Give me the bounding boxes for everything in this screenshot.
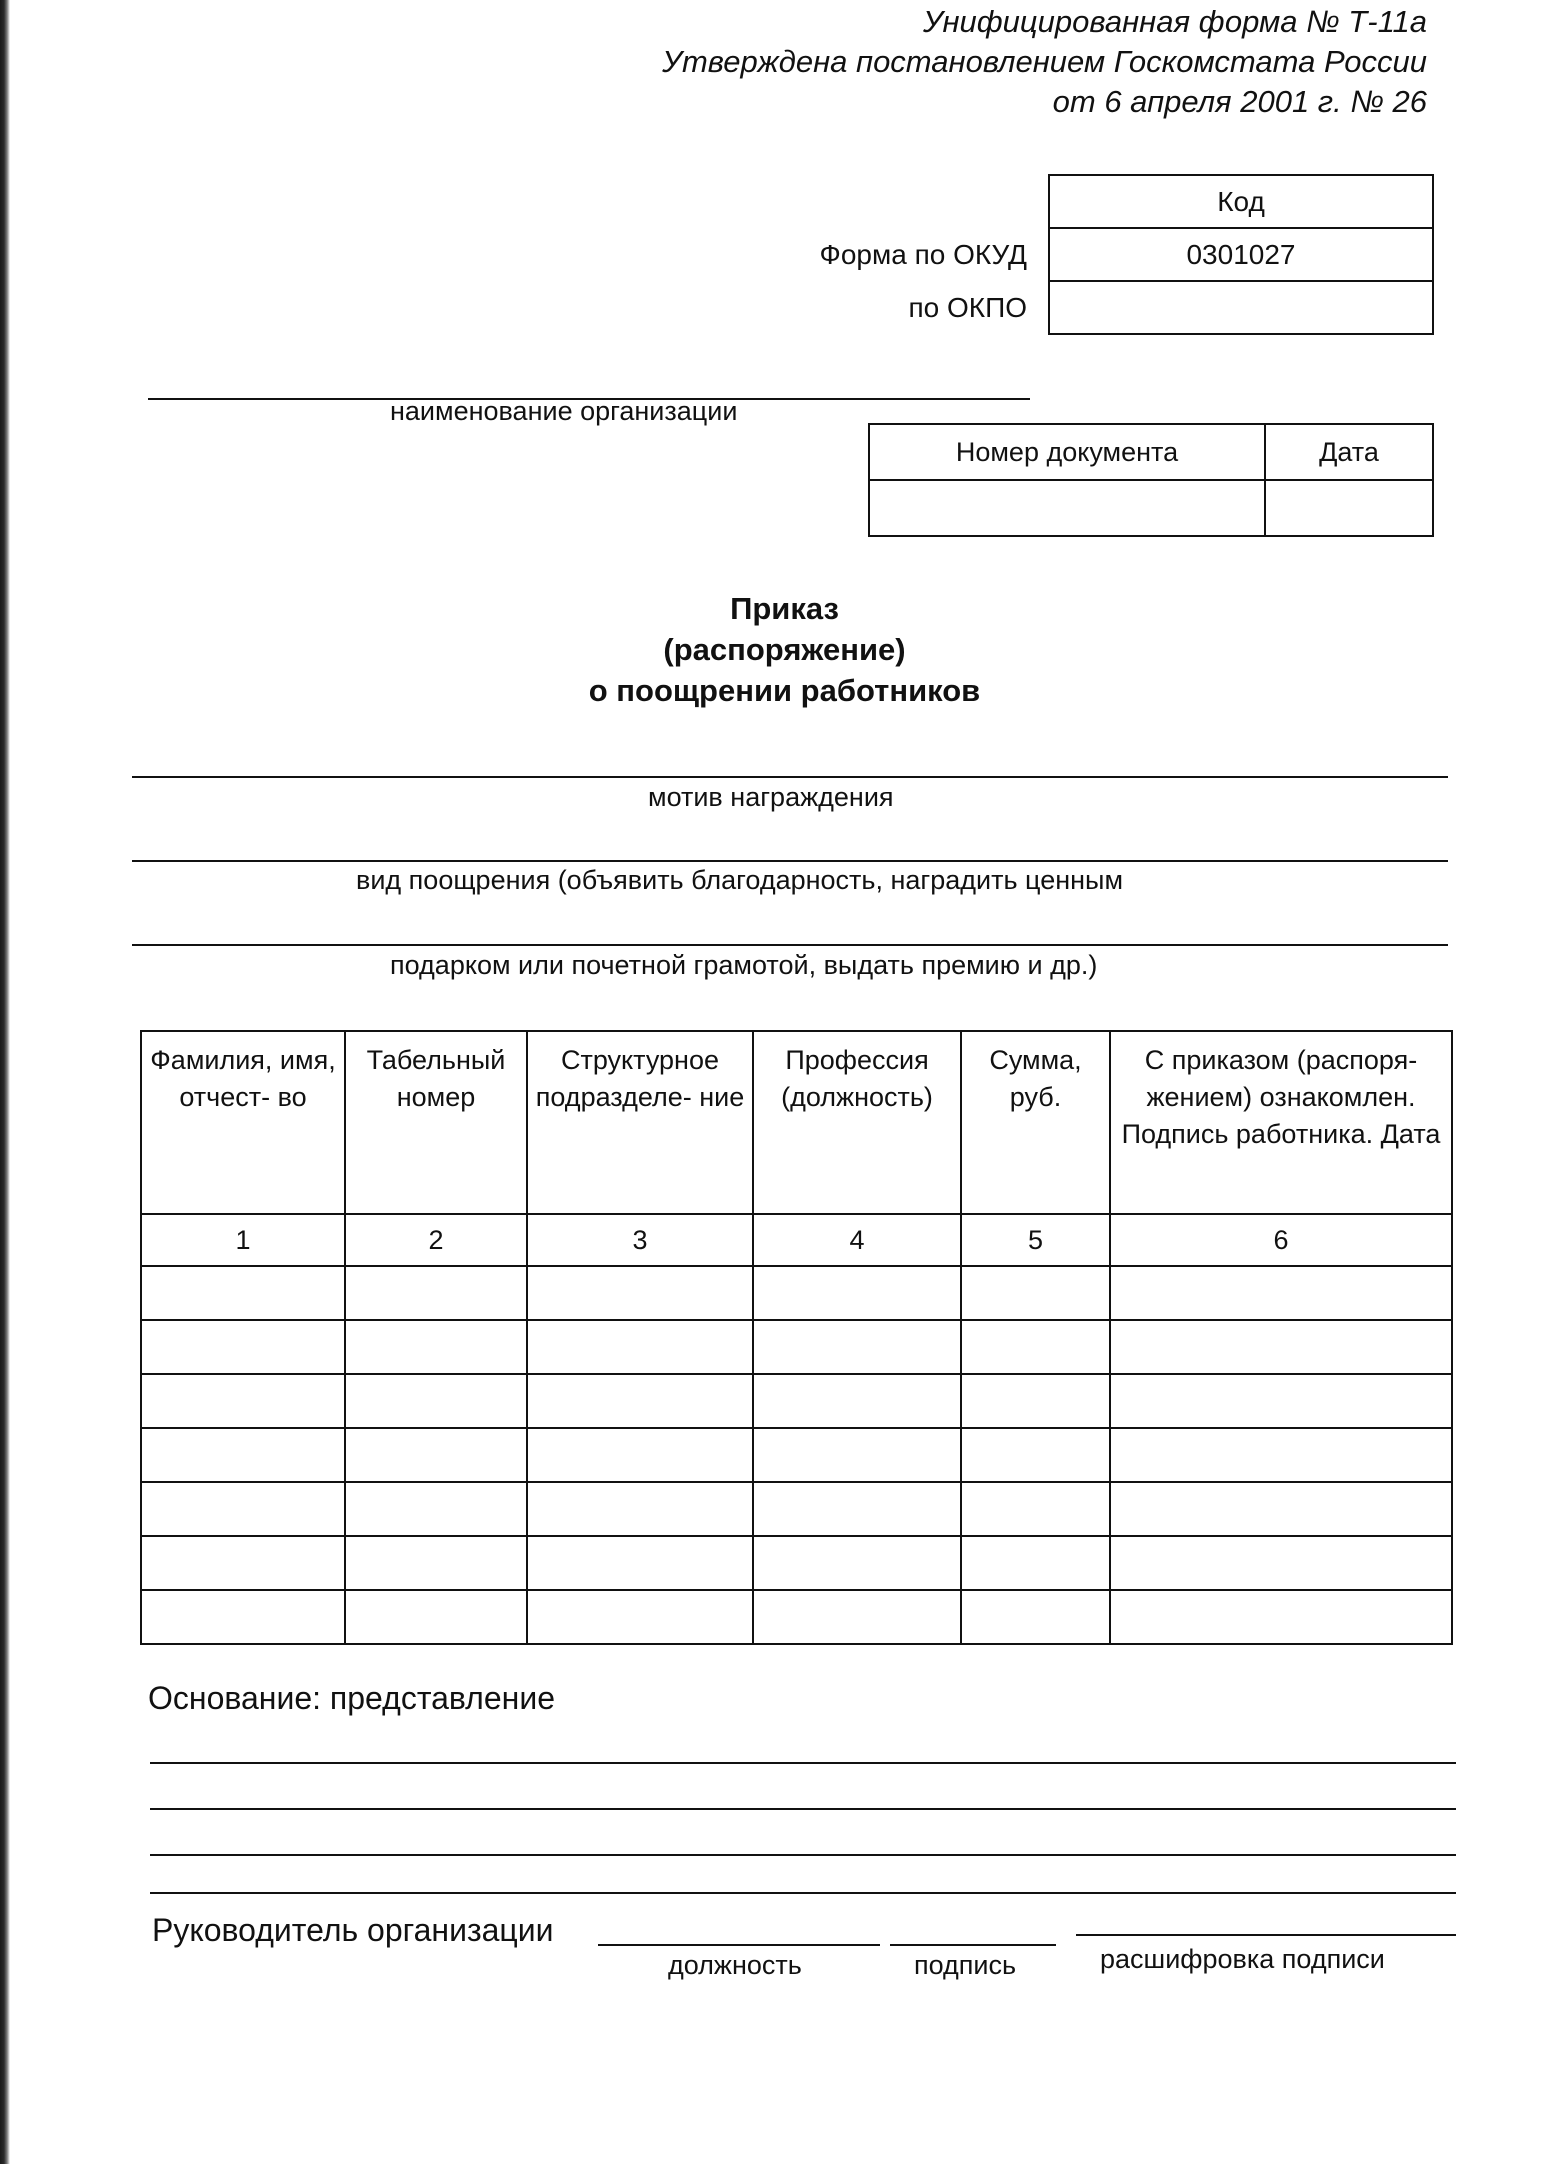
- table-cell[interactable]: [345, 1374, 527, 1428]
- table-row: [141, 1374, 1452, 1428]
- document-date-header: Дата: [1265, 424, 1433, 480]
- basis-line-2[interactable]: [150, 1808, 1456, 1810]
- table-cell[interactable]: [141, 1590, 345, 1644]
- approval-date: от 6 апреля 2001 г. № 26: [1052, 84, 1427, 119]
- title-line-3: о поощрении работников: [588, 673, 981, 708]
- basis-line-4[interactable]: [150, 1892, 1456, 1894]
- header-position: Профессия (должность): [753, 1031, 961, 1214]
- table-cell[interactable]: [753, 1374, 961, 1428]
- title-line-1: Приказ: [730, 591, 839, 626]
- employees-table: [140, 1030, 1453, 1645]
- table-row: [141, 1266, 1452, 1320]
- table-cell[interactable]: [527, 1590, 753, 1644]
- award-type-line-1[interactable]: [132, 860, 1448, 862]
- okud-label: Форма по ОКУД: [819, 239, 1027, 270]
- table-cell[interactable]: [141, 1428, 345, 1482]
- table-cell[interactable]: [141, 1536, 345, 1590]
- table-cell[interactable]: [527, 1266, 753, 1320]
- document-number-header: Номер документа: [869, 424, 1265, 480]
- table-cell[interactable]: [345, 1590, 527, 1644]
- code-column-header: Код: [1050, 176, 1432, 229]
- table-cell[interactable]: [345, 1536, 527, 1590]
- column-number: 1: [141, 1214, 345, 1266]
- table-cell[interactable]: [527, 1374, 753, 1428]
- column-number-row: [141, 1214, 1452, 1266]
- okpo-code-field[interactable]: [1050, 282, 1432, 333]
- header-amount: Сумма, руб.: [961, 1031, 1110, 1214]
- column-number: 5: [961, 1214, 1110, 1266]
- motive-caption: мотив награждения: [648, 782, 894, 812]
- code-box: [1048, 174, 1434, 335]
- table-cell[interactable]: [141, 1374, 345, 1428]
- basis-line-1[interactable]: [150, 1762, 1456, 1764]
- header-acknowledgement: С приказом (распоря- жением) ознакомлен. Подпись работника. Дата: [1110, 1031, 1452, 1214]
- table-cell[interactable]: [753, 1536, 961, 1590]
- award-type-line-2[interactable]: [132, 944, 1448, 946]
- column-number: 6: [1110, 1214, 1452, 1266]
- header-department: Структурное подразделе- ние: [527, 1031, 753, 1214]
- organization-caption: наименование организации: [390, 396, 738, 426]
- signature-line[interactable]: [890, 1944, 1056, 1946]
- table-cell[interactable]: [345, 1482, 527, 1536]
- okud-code: 0301027: [1050, 229, 1432, 282]
- table-cell[interactable]: [961, 1590, 1110, 1644]
- table-cell[interactable]: [345, 1266, 527, 1320]
- signature-caption: подпись: [914, 1950, 1017, 1980]
- table-row: [141, 1590, 1452, 1644]
- table-cell[interactable]: [753, 1590, 961, 1644]
- table-cell[interactable]: [753, 1482, 961, 1536]
- table-row: [141, 1482, 1452, 1536]
- table-header-row: [141, 1031, 1452, 1214]
- table-row: [141, 1536, 1452, 1590]
- award-type-caption-2: подарком или почетной грамотой, выдать премию и др.): [390, 950, 1098, 980]
- table-cell[interactable]: [345, 1428, 527, 1482]
- position-caption: должность: [668, 1950, 802, 1980]
- header-full-name: Фамилия, имя, отчест- во: [141, 1031, 345, 1214]
- column-number: 3: [527, 1214, 753, 1266]
- form-name: Унифицированная форма № Т-11а: [923, 4, 1427, 39]
- table-cell[interactable]: [961, 1536, 1110, 1590]
- table-cell[interactable]: [1110, 1536, 1452, 1590]
- table-cell[interactable]: [527, 1320, 753, 1374]
- table-cell[interactable]: [527, 1428, 753, 1482]
- table-cell[interactable]: [753, 1428, 961, 1482]
- table-cell[interactable]: [753, 1266, 961, 1320]
- basis-line-3[interactable]: [150, 1854, 1456, 1856]
- basis-label: Основание: представление: [148, 1680, 555, 1716]
- signature-decoding-line[interactable]: [1076, 1934, 1456, 1936]
- approval-line: Утверждена постановлением Госкомстата России: [662, 44, 1427, 79]
- table-row: [141, 1428, 1452, 1482]
- table-cell[interactable]: [1110, 1482, 1452, 1536]
- document-date-field[interactable]: [1265, 480, 1433, 536]
- title-line-2: (распоряжение): [663, 632, 906, 667]
- table-cell[interactable]: [961, 1374, 1110, 1428]
- motive-line[interactable]: [132, 776, 1448, 778]
- scan-edge: [0, 0, 10, 2164]
- position-line[interactable]: [598, 1944, 880, 1946]
- signature-decoding-caption: расшифровка подписи: [1100, 1944, 1385, 1974]
- award-type-caption-1: вид поощрения (объявить благодарность, наградить ценным: [356, 865, 1124, 895]
- table-cell[interactable]: [961, 1266, 1110, 1320]
- table-cell[interactable]: [961, 1320, 1110, 1374]
- table-cell[interactable]: [345, 1320, 527, 1374]
- manager-label: Руководитель организации: [152, 1912, 554, 1948]
- table-cell[interactable]: [1110, 1320, 1452, 1374]
- table-cell[interactable]: [1110, 1374, 1452, 1428]
- table-cell[interactable]: [753, 1320, 961, 1374]
- table-cell[interactable]: [961, 1428, 1110, 1482]
- table-cell[interactable]: [141, 1266, 345, 1320]
- table-cell[interactable]: [141, 1482, 345, 1536]
- table-cell[interactable]: [1110, 1428, 1452, 1482]
- table-cell[interactable]: [1110, 1590, 1452, 1644]
- document-number-table: [868, 423, 1434, 537]
- okpo-label: по ОКПО: [908, 292, 1027, 323]
- table-cell[interactable]: [527, 1536, 753, 1590]
- document-number-field[interactable]: [869, 480, 1265, 536]
- column-number: 2: [345, 1214, 527, 1266]
- column-number: 4: [753, 1214, 961, 1266]
- table-cell[interactable]: [527, 1482, 753, 1536]
- table-cell[interactable]: [961, 1482, 1110, 1536]
- table-row: [141, 1320, 1452, 1374]
- header-personnel-number: Табельный номер: [345, 1031, 527, 1214]
- table-cell[interactable]: [1110, 1266, 1452, 1320]
- table-cell[interactable]: [141, 1320, 345, 1374]
